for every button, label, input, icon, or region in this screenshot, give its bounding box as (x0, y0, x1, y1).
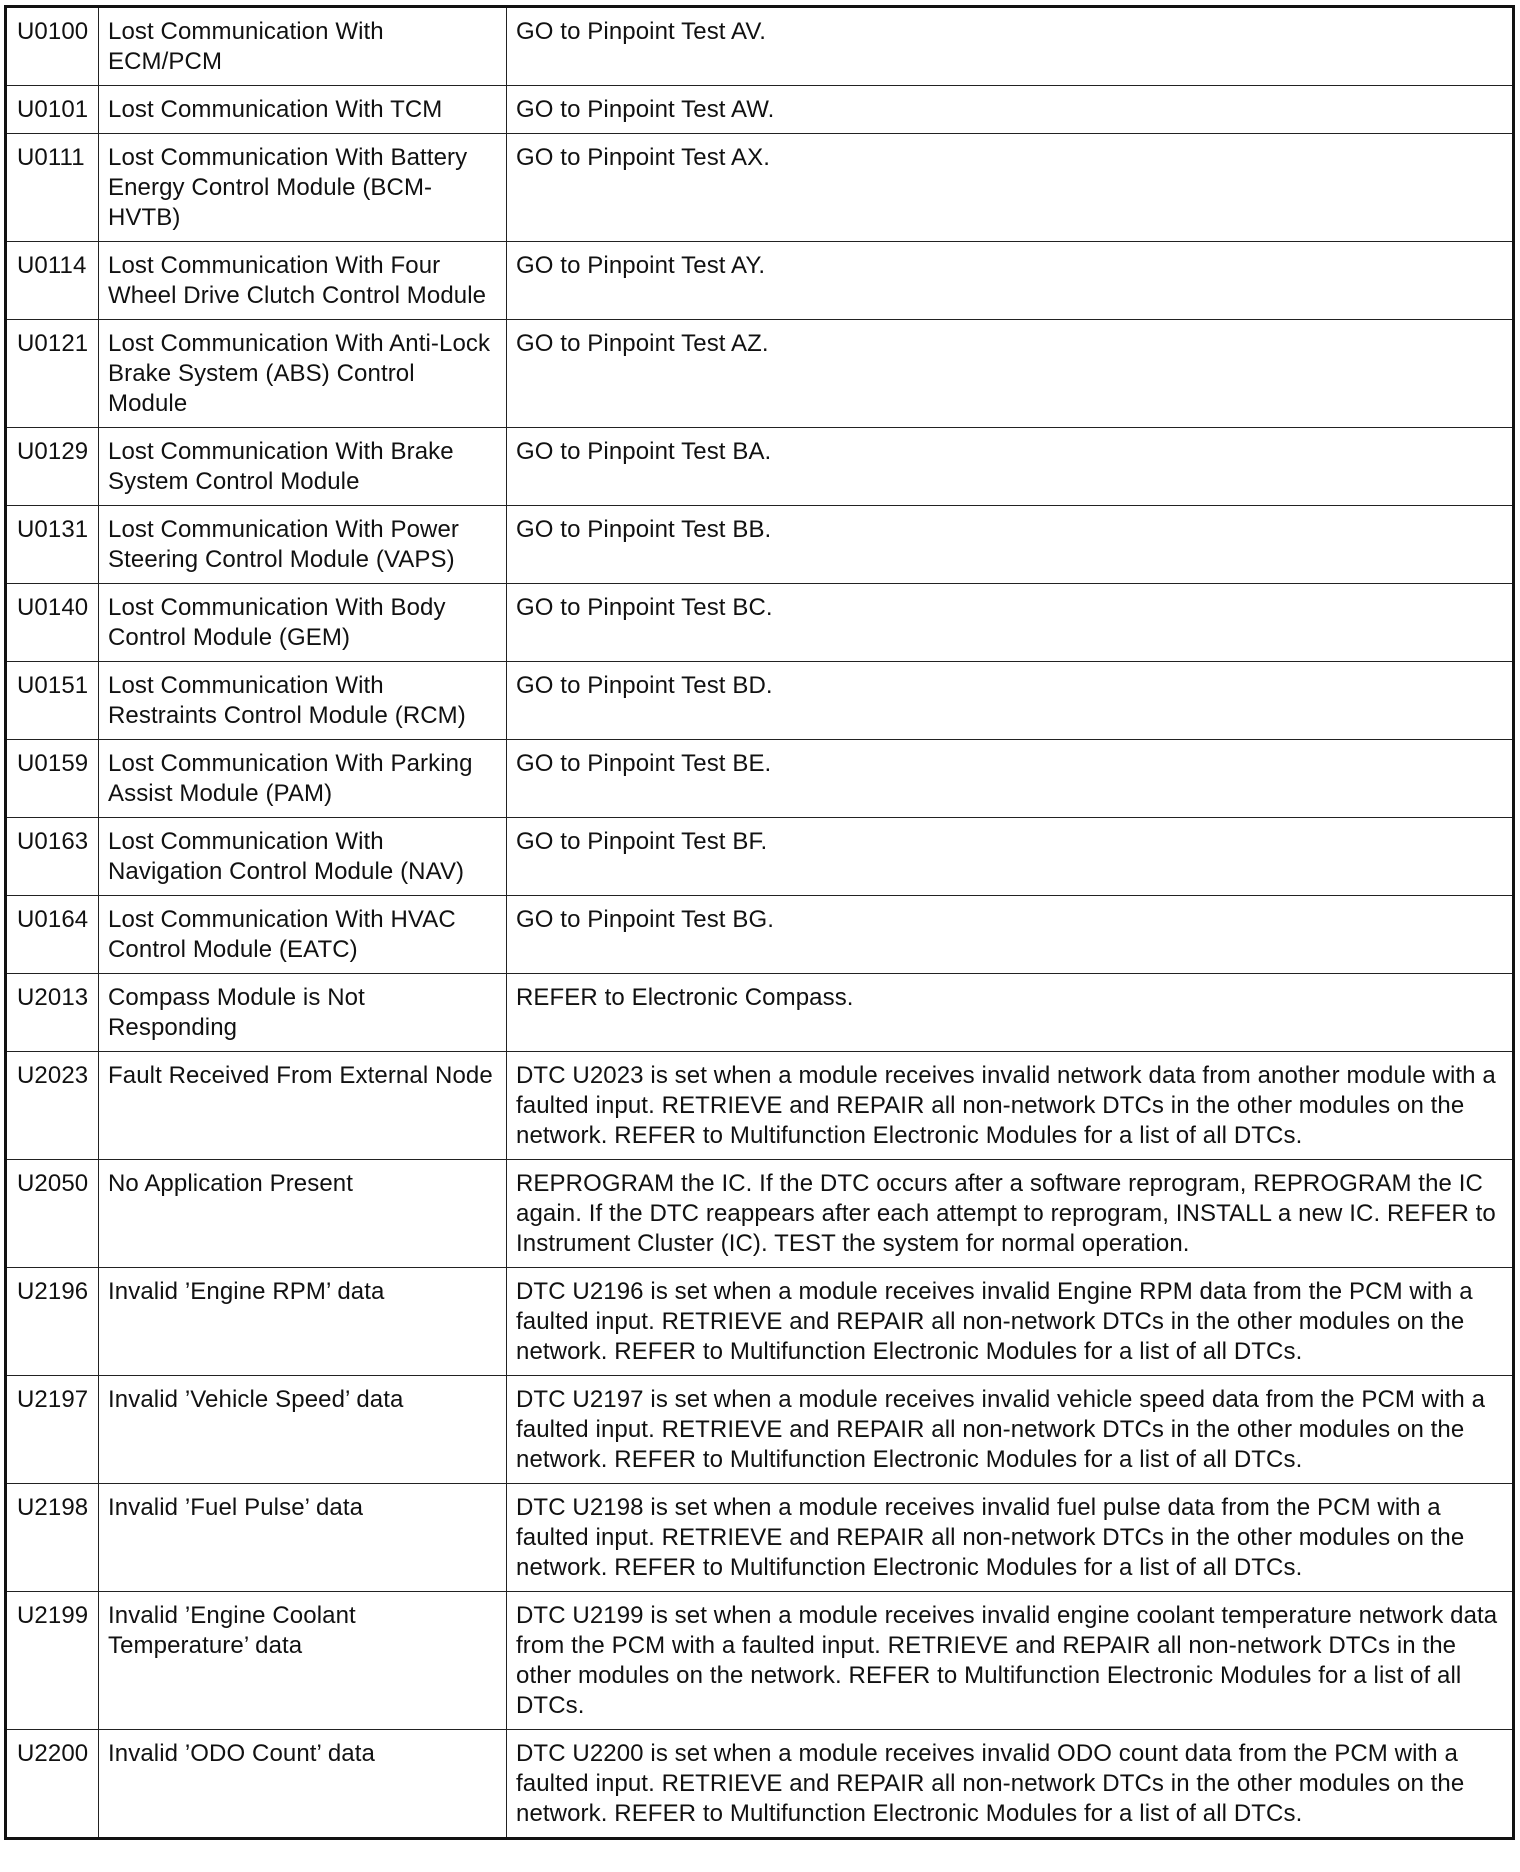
dtc-action-cell: DTC U2197 is set when a module receives invalid vehicle speed data from the PCM with a faulted input. RETRIEVE and REPAIR all non-network DTCs in the other modules on the network. REFER to Multifunction Electronic Modules for a list of all DTCs. (507, 1376, 1514, 1484)
dtc-description-cell: Lost Communication With Navigation Control Module (NAV) (99, 818, 507, 896)
dtc-action-cell: DTC U2200 is set when a module receives invalid ODO count data from the PCM with a faulted input. RETRIEVE and REPAIR all non-network DTCs in the other modules on the network. REFER to Multifunction Electronic Modules for a list of all DTCs. (507, 1730, 1514, 1839)
dtc-code-cell: U2013 (6, 974, 99, 1052)
dtc-description-cell: Lost Communication With Brake System Control Module (99, 428, 507, 506)
dtc-description-cell: Lost Communication With Power Steering Control Module (VAPS) (99, 506, 507, 584)
dtc-description-cell: Lost Communication With TCM (99, 86, 507, 134)
table-row (6, 974, 1514, 1052)
dtc-action-cell: DTC U2196 is set when a module receives invalid Engine RPM data from the PCM with a faulted input. RETRIEVE and REPAIR all non-network DTCs in the other modules on the network. REFER to Multifunction Electronic Modules for a list of all DTCs. (507, 1268, 1514, 1376)
dtc-action-cell: REFER to Electronic Compass. (507, 974, 1514, 1052)
dtc-action-cell: GO to Pinpoint Test BB. (507, 506, 1514, 584)
dtc-action-cell: GO to Pinpoint Test BC. (507, 584, 1514, 662)
dtc-description-cell: Lost Communication With Four Wheel Drive Clutch Control Module (99, 242, 507, 320)
dtc-action-cell: GO to Pinpoint Test BA. (507, 428, 1514, 506)
dtc-code-cell: U0131 (6, 506, 99, 584)
dtc-description-cell: Invalid ’Engine RPM’ data (99, 1268, 507, 1376)
table-row (6, 1592, 1514, 1730)
dtc-description-cell: Invalid ’Vehicle Speed’ data (99, 1376, 507, 1484)
dtc-action-cell: GO to Pinpoint Test BF. (507, 818, 1514, 896)
dtc-code-cell: U0114 (6, 242, 99, 320)
dtc-description-cell: Lost Communication With Body Control Module (GEM) (99, 584, 507, 662)
dtc-code-cell: U2023 (6, 1052, 99, 1160)
table-row (6, 584, 1514, 662)
dtc-action-cell: GO to Pinpoint Test BE. (507, 740, 1514, 818)
dtc-description-cell: Lost Communication With Anti-Lock Brake System (ABS) Control Module (99, 320, 507, 428)
dtc-action-cell: REPROGRAM the IC. If the DTC occurs after a software reprogram, REPROGRAM the IC again. If the DTC reappears after each attempt to reprogram, INSTALL a new IC. REFER to Instrument Cluster (IC). TEST the system for normal operation. (507, 1160, 1514, 1268)
dtc-code-cell: U0159 (6, 740, 99, 818)
dtc-action-cell: GO to Pinpoint Test BD. (507, 662, 1514, 740)
table-row (6, 1160, 1514, 1268)
table-row (6, 1052, 1514, 1160)
table-row (6, 1268, 1514, 1376)
dtc-description-cell: Fault Received From External Node (99, 1052, 507, 1160)
dtc-code-cell: U0164 (6, 896, 99, 974)
table-row (6, 320, 1514, 428)
table-row (6, 896, 1514, 974)
table-row (6, 86, 1514, 134)
table-row (6, 7, 1514, 86)
dtc-description-cell: No Application Present (99, 1160, 507, 1268)
dtc-code-cell: U0129 (6, 428, 99, 506)
dtc-description-cell: Lost Communication With Restraints Control Module (RCM) (99, 662, 507, 740)
dtc-action-cell: GO to Pinpoint Test BG. (507, 896, 1514, 974)
table-row (6, 740, 1514, 818)
dtc-code-cell: U0100 (6, 7, 99, 86)
dtc-code-cell: U2198 (6, 1484, 99, 1592)
dtc-description-cell: Compass Module is Not Responding (99, 974, 507, 1052)
table-row (6, 818, 1514, 896)
table-row (6, 1376, 1514, 1484)
table-row (6, 1484, 1514, 1592)
dtc-action-cell: GO to Pinpoint Test AV. (507, 7, 1514, 86)
dtc-action-cell: DTC U2023 is set when a module receives invalid network data from another module with a faulted input. RETRIEVE and REPAIR all non-network DTCs in the other modules on the network. REFER to Multifunction Electronic Modules for a list of all DTCs. (507, 1052, 1514, 1160)
dtc-code-cell: U2196 (6, 1268, 99, 1376)
table-row (6, 134, 1514, 242)
dtc-action-cell: GO to Pinpoint Test AW. (507, 86, 1514, 134)
dtc-code-cell: U0111 (6, 134, 99, 242)
dtc-code-cell: U2200 (6, 1730, 99, 1839)
dtc-action-cell: DTC U2199 is set when a module receives invalid engine coolant temperature network data from the PCM with a faulted input. RETRIEVE and REPAIR all non-network DTCs in the other modules on the network. REFER to Multifunction Electronic Modules for a list of all DTCs. (507, 1592, 1514, 1730)
dtc-code-cell: U0101 (6, 86, 99, 134)
dtc-action-cell: GO to Pinpoint Test AZ. (507, 320, 1514, 428)
table-row (6, 428, 1514, 506)
table-row (6, 1730, 1514, 1839)
dtc-code-cell: U0151 (6, 662, 99, 740)
dtc-code-cell: U0163 (6, 818, 99, 896)
dtc-code-cell: U2199 (6, 1592, 99, 1730)
dtc-description-cell: Lost Communication With ECM/PCM (99, 7, 507, 86)
dtc-description-cell: Lost Communication With Battery Energy Control Module (BCM-HVTB) (99, 134, 507, 242)
dtc-description-cell: Lost Communication With Parking Assist Module (PAM) (99, 740, 507, 818)
dtc-table (4, 5, 1515, 1840)
dtc-code-cell: U0121 (6, 320, 99, 428)
table-row (6, 242, 1514, 320)
dtc-description-cell: Invalid ’ODO Count’ data (99, 1730, 507, 1839)
table-row (6, 662, 1514, 740)
dtc-code-cell: U0140 (6, 584, 99, 662)
table-row (6, 506, 1514, 584)
dtc-description-cell: Invalid ’Fuel Pulse’ data (99, 1484, 507, 1592)
dtc-code-cell: U2197 (6, 1376, 99, 1484)
dtc-description-cell: Invalid ’Engine Coolant Temperature’ data (99, 1592, 507, 1730)
dtc-description-cell: Lost Communication With HVAC Control Module (EATC) (99, 896, 507, 974)
dtc-action-cell: GO to Pinpoint Test AY. (507, 242, 1514, 320)
dtc-action-cell: DTC U2198 is set when a module receives invalid fuel pulse data from the PCM with a faulted input. RETRIEVE and REPAIR all non-network DTCs in the other modules on the network. REFER to Multifunction Electronic Modules for a list of all DTCs. (507, 1484, 1514, 1592)
dtc-code-cell: U2050 (6, 1160, 99, 1268)
dtc-action-cell: GO to Pinpoint Test AX. (507, 134, 1514, 242)
